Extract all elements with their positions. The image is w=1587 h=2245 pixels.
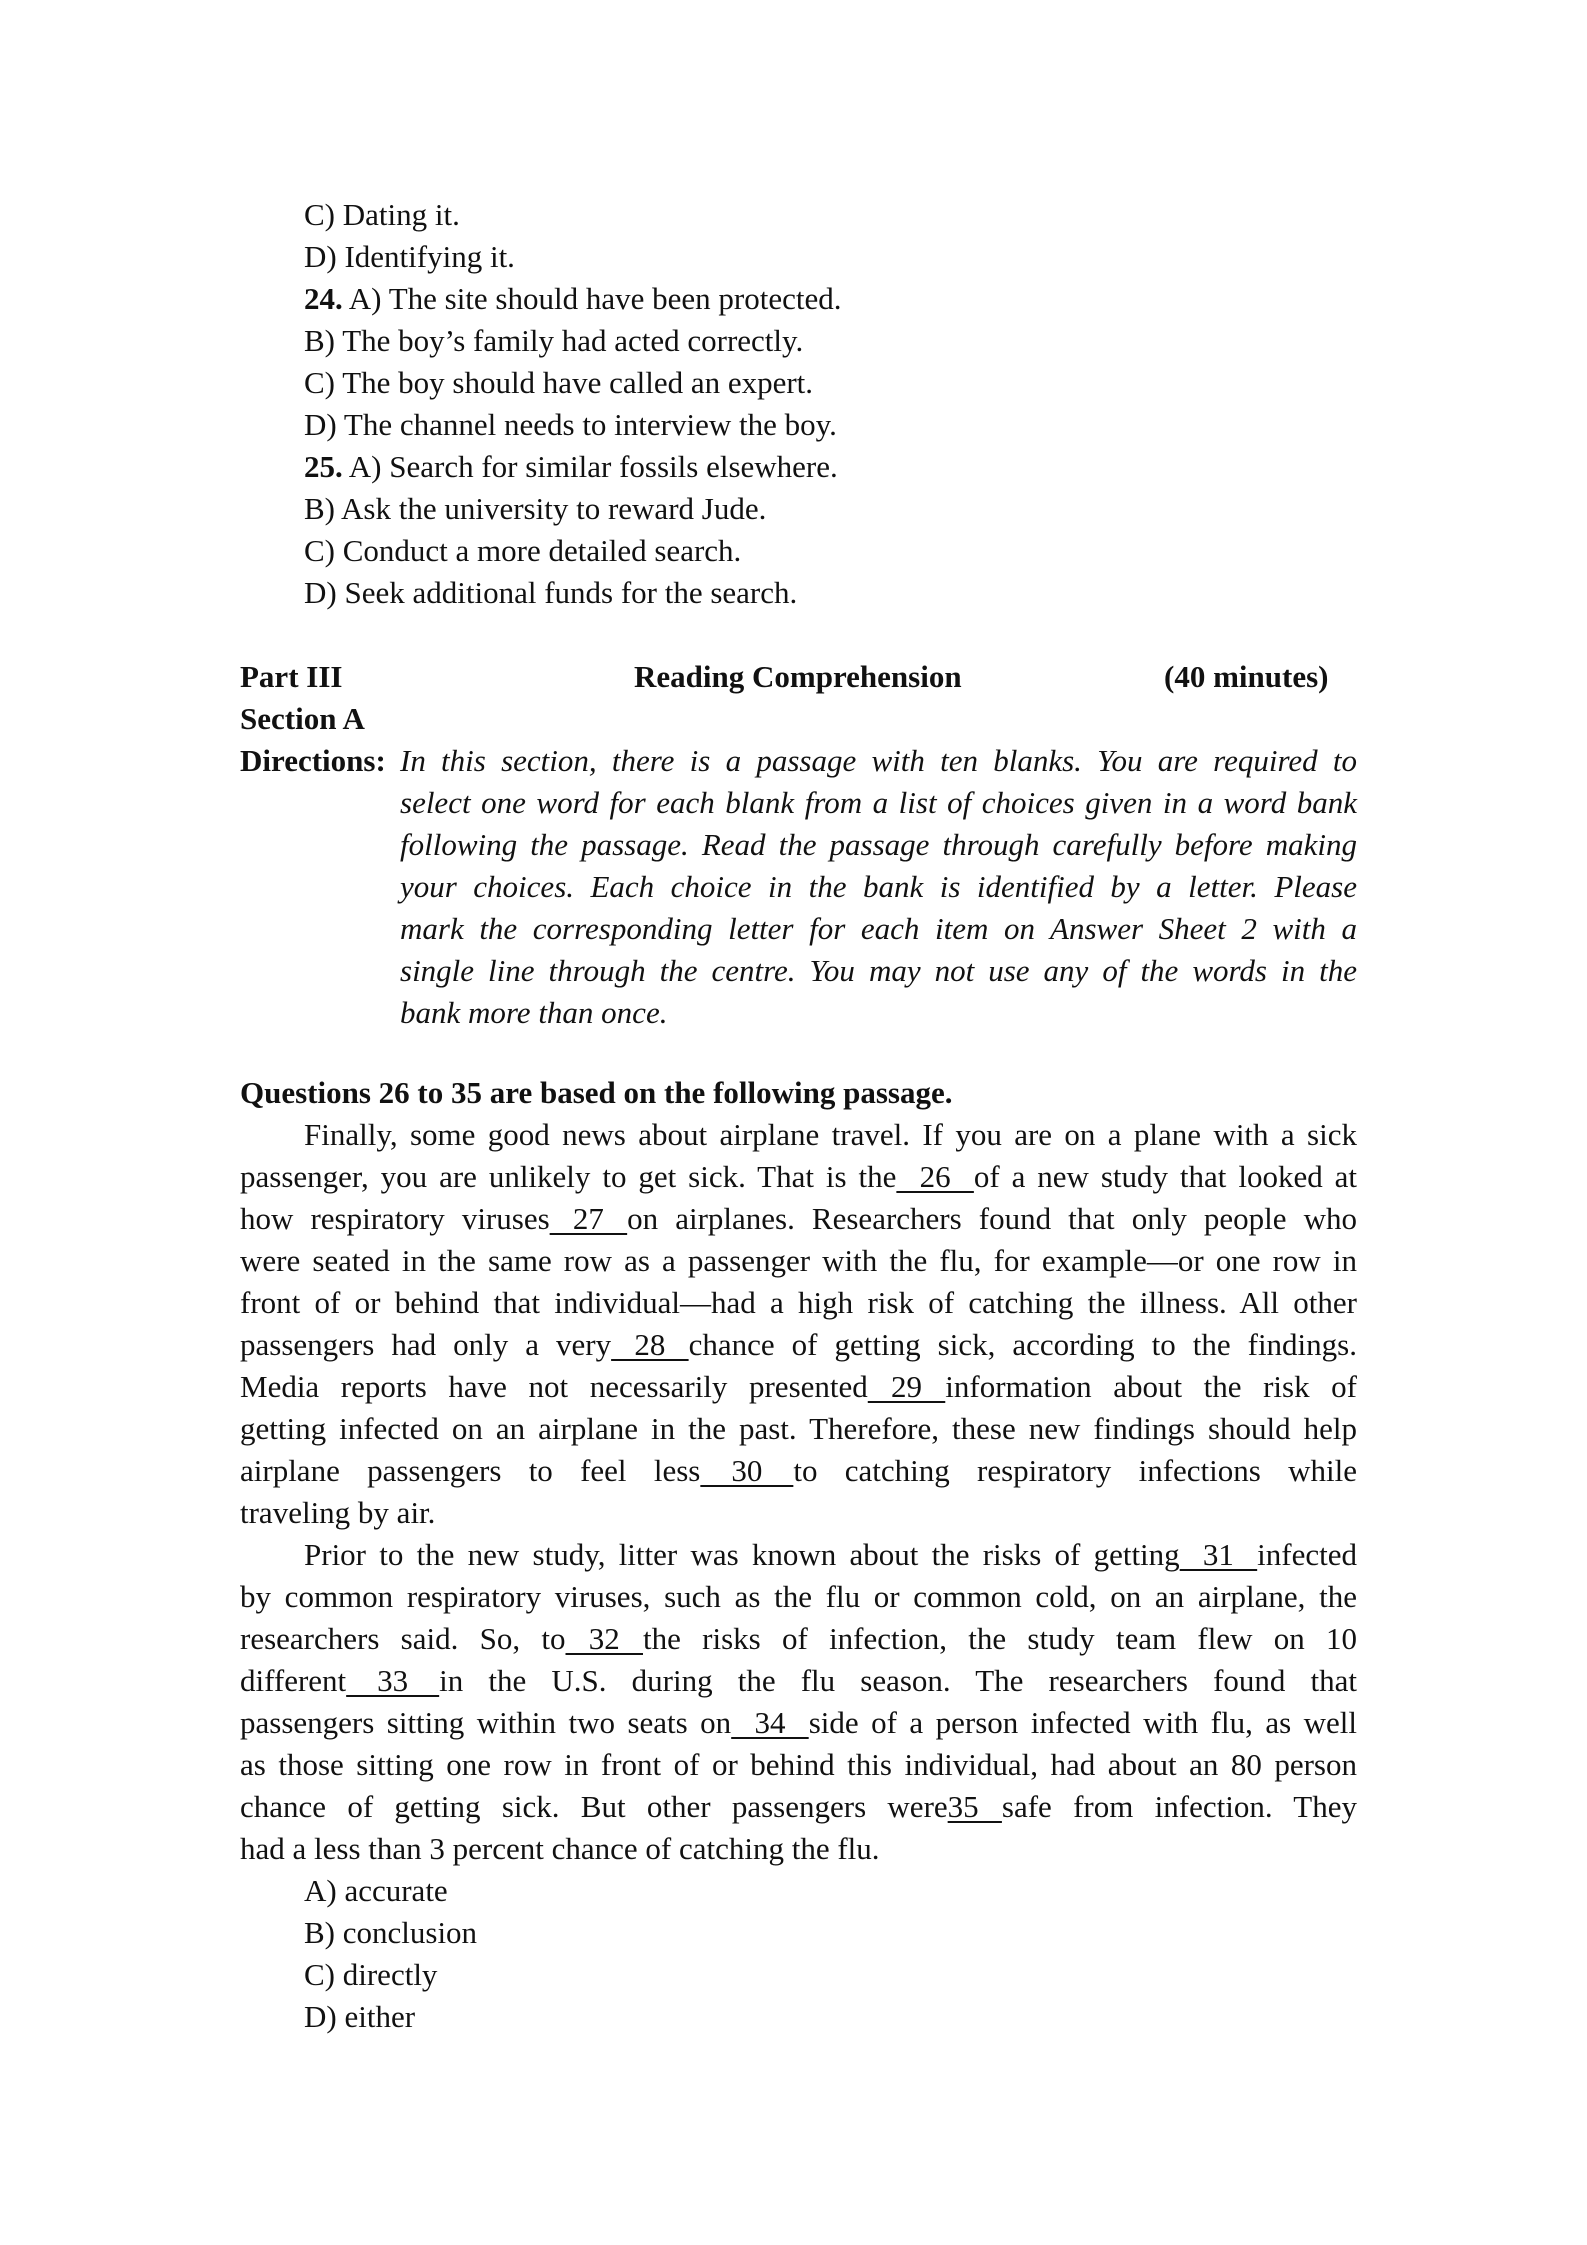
directions-line: mark the corresponding letter for each item on Answer Sheet 2 with a <box>400 911 1357 946</box>
q24-option-c: C) The boy should have called an expert. <box>304 365 814 400</box>
directions-line-last: bank more than once. <box>400 995 668 1030</box>
text-run: how respiratory viruses <box>240 1201 550 1236</box>
part-title: Reading Comprehension <box>634 659 962 694</box>
passage-line <box>240 1618 1357 1660</box>
text-run: to catching respiratory infections while <box>793 1453 1358 1488</box>
directions-line: In this section, there is a passage with ten blanks. You are required to <box>400 743 1357 778</box>
blank-28: 28 <box>611 1327 689 1362</box>
q25-option-d: D) Seek additional funds for the search. <box>304 575 798 610</box>
text-run: chance of getting sick, according to the findings. <box>688 1327 1357 1362</box>
text-run: the risks of infection, the study team flew on 10 <box>643 1621 1357 1656</box>
section-label: Section A <box>240 701 365 736</box>
q24-option-a <box>304 278 841 320</box>
blank-29: 29 <box>867 1369 946 1404</box>
text-run: information about the risk of <box>945 1369 1357 1404</box>
passage-heading: Questions 26 to 35 are based on the following passage. <box>240 1075 953 1110</box>
blank-34: 34 <box>731 1705 809 1740</box>
blank-27: 27 <box>549 1201 628 1236</box>
passage-line: Finally, some good news about airplane travel. If you are on a plane with a sick <box>304 1117 1357 1152</box>
text-run: passenger, you are unlikely to get sick. That is the <box>240 1159 897 1194</box>
text-run: Media reports have not necessarily presented <box>240 1369 868 1404</box>
passage-line <box>240 1702 1357 1744</box>
text-run: infected <box>1257 1537 1357 1572</box>
passage-line: front of or behind that individual—had a high risk of catching the illness. All other <box>240 1285 1357 1320</box>
text-run: different <box>240 1663 347 1698</box>
passage-line: had a less than 3 percent chance of catching the flu. <box>240 1831 880 1866</box>
directions-label: Directions: <box>240 743 386 778</box>
blank-35: 35 <box>947 1789 1002 1824</box>
q25-option-c: C) Conduct a more detailed search. <box>304 533 742 568</box>
blank-30: 30 <box>700 1453 794 1488</box>
directions-line: select one word for each blank from a list of choices given in a word bank <box>400 785 1357 820</box>
directions-line: your choices. Each choice in the bank is identified by a letter. Please <box>400 869 1357 904</box>
passage-line <box>240 1366 1357 1408</box>
blank-33: 33 <box>346 1663 440 1698</box>
q23-option-c: C) Dating it. <box>304 197 460 232</box>
passage-line <box>304 1534 1357 1576</box>
passage-line <box>240 1786 1357 1828</box>
word-bank-item: A) accurate <box>304 1873 448 1908</box>
passage-line: getting infected on an airplane in the past. Therefore, these new findings should help <box>240 1411 1357 1446</box>
text-run: on airplanes. Researchers found that only people who <box>627 1201 1357 1236</box>
q25-option-b: B) Ask the university to reward Jude. <box>304 491 767 526</box>
text-run: side of a person infected with flu, as well <box>808 1705 1357 1740</box>
q25-option-a <box>304 446 838 488</box>
passage-line <box>240 1450 1357 1492</box>
q24-option-b: B) The boy’s family had acted correctly. <box>304 323 804 358</box>
blank-31: 31 <box>1179 1537 1258 1572</box>
passage-line <box>240 1324 1357 1366</box>
passage-line <box>240 1660 1357 1702</box>
passage-line: were seated in the same row as a passenger with the flu, for example—or one row in <box>240 1243 1357 1278</box>
text-run: Prior to the new study, litter was known about the risks of getting <box>304 1537 1180 1572</box>
text-run: researchers said. So, to <box>240 1621 566 1656</box>
passage-line: by common respiratory viruses, such as the flu or common cold, on an airplane, the <box>240 1579 1357 1614</box>
passage-line <box>240 1198 1357 1240</box>
blank-26: 26 <box>896 1159 974 1194</box>
q24-number: 24. <box>304 281 343 316</box>
blank-32: 32 <box>565 1621 643 1656</box>
passage-line: as those sitting one row in front of or behind this individual, had about an 80 person <box>240 1747 1357 1782</box>
q24-option-a-text: A) The site should have been protected. <box>342 281 842 316</box>
text-run: in the U.S. during the flu season. The researchers found that <box>439 1663 1357 1698</box>
text-run: safe from infection. They <box>1001 1789 1357 1824</box>
text-run: passengers sitting within two seats on <box>240 1705 732 1740</box>
q23-option-d: D) Identifying it. <box>304 239 515 274</box>
part-time: (40 minutes) <box>1164 659 1329 694</box>
directions-line: following the passage. Read the passage through carefully before making <box>400 827 1357 862</box>
word-bank-item: B) conclusion <box>304 1915 478 1950</box>
passage-line <box>240 1156 1357 1198</box>
directions-line: single line through the centre. You may not use any of the words in the <box>400 953 1357 988</box>
part-label: Part III <box>240 659 343 694</box>
word-bank-item: C) directly <box>304 1957 438 1992</box>
word-bank-item: D) either <box>304 1999 416 2034</box>
q25-number: 25. <box>304 449 343 484</box>
passage-line: traveling by air. <box>240 1495 436 1530</box>
text-run: of a new study that looked at <box>973 1159 1357 1194</box>
text-run: chance of getting sick. But other passengers were <box>240 1789 948 1824</box>
q24-option-d: D) The channel needs to interview the boy. <box>304 407 837 442</box>
q25-option-a-text: A) Search for similar fossils elsewhere. <box>342 449 838 484</box>
text-run: airplane passengers to feel less <box>240 1453 701 1488</box>
text-run: passengers had only a very <box>240 1327 612 1362</box>
